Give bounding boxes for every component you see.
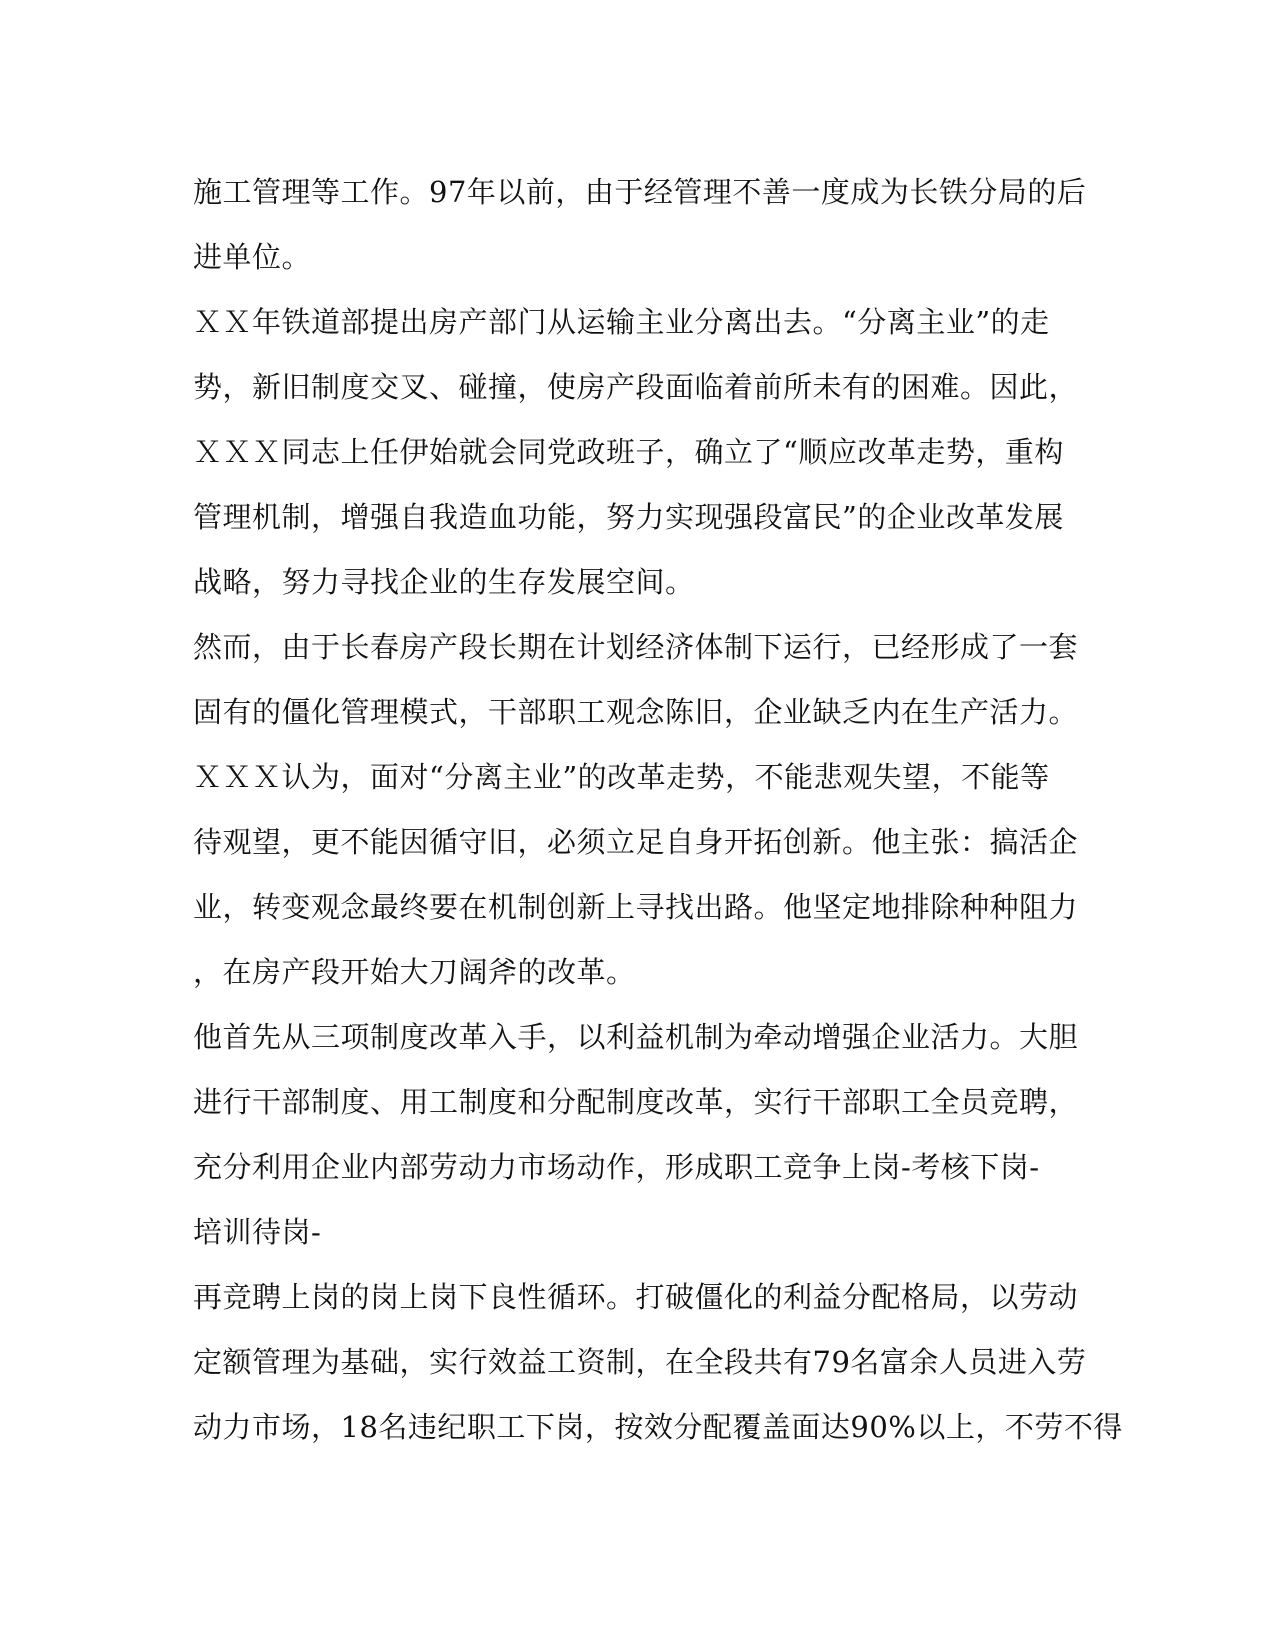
text-line: 业，转变观念最终要在机制创新上寻找出路。他坚定地排除种种阻力	[193, 890, 1079, 924]
text-line: ，在房产段开始大刀阔斧的改革。	[193, 955, 636, 989]
text-line: 进行干部制度、用工制度和分配制度改革，实行干部职工全员竞聘，	[193, 1085, 1079, 1119]
text-line: 势，新旧制度交叉、碰撞，使房产段面临着前所未有的困难。因此，	[193, 370, 1079, 404]
text-line: 待观望，更不能因循守旧，必须立足自身开拓创新。他主张：搞活企	[193, 825, 1079, 859]
text-line: 然而，由于长春房产段长期在计划经济体制下运行，已经形成了一套	[193, 630, 1079, 664]
text-line: ＸＸ年铁道部提出房产部门从运输主业分离出去。“分离主业”的走	[193, 305, 1050, 339]
text-line: 再竞聘上岗的岗上岗下良性循环。打破僵化的利益分配格局，以劳动	[193, 1280, 1079, 1314]
text-line: 战略，努力寻找企业的生存发展空间。	[193, 565, 695, 599]
text-line: 定额管理为基础，实行效益工资制，在全段共有79名富余人员进入劳	[193, 1345, 1087, 1379]
text-line: 固有的僵化管理模式，干部职工观念陈旧，企业缺乏内在生产活力。	[193, 695, 1079, 729]
body-text	[193, 160, 1123, 1460]
text-line: 他首先从三项制度改革入手，以利益机制为牵动增强企业活力。大胆	[193, 1020, 1079, 1054]
text-line: 进单位。	[193, 240, 312, 274]
text-line: 管理机制，增强自我造血功能，努力实现强段富民”的企业改革发展	[193, 500, 1064, 534]
text-line: ＸＸＸ认为，面对“分离主业”的改革走势，不能悲观失望，不能等	[193, 760, 1050, 794]
text-line: 施工管理等工作。97年以前，由于经管理不善一度成为长铁分局的后	[193, 175, 1087, 209]
text-line: ＸＸＸ同志上任伊始就会同党政班子，确立了“顺应改革走势，重构	[193, 435, 1064, 469]
text-line: 充分利用企业内部劳动力市场动作，形成职工竞争上岗-考核下岗-	[193, 1150, 1040, 1184]
text-line: 培训待岗-	[193, 1215, 322, 1249]
text-line: 动力市场，18名违纪职工下岗，按效分配覆盖面达90%以上，不劳不得	[193, 1410, 1123, 1444]
